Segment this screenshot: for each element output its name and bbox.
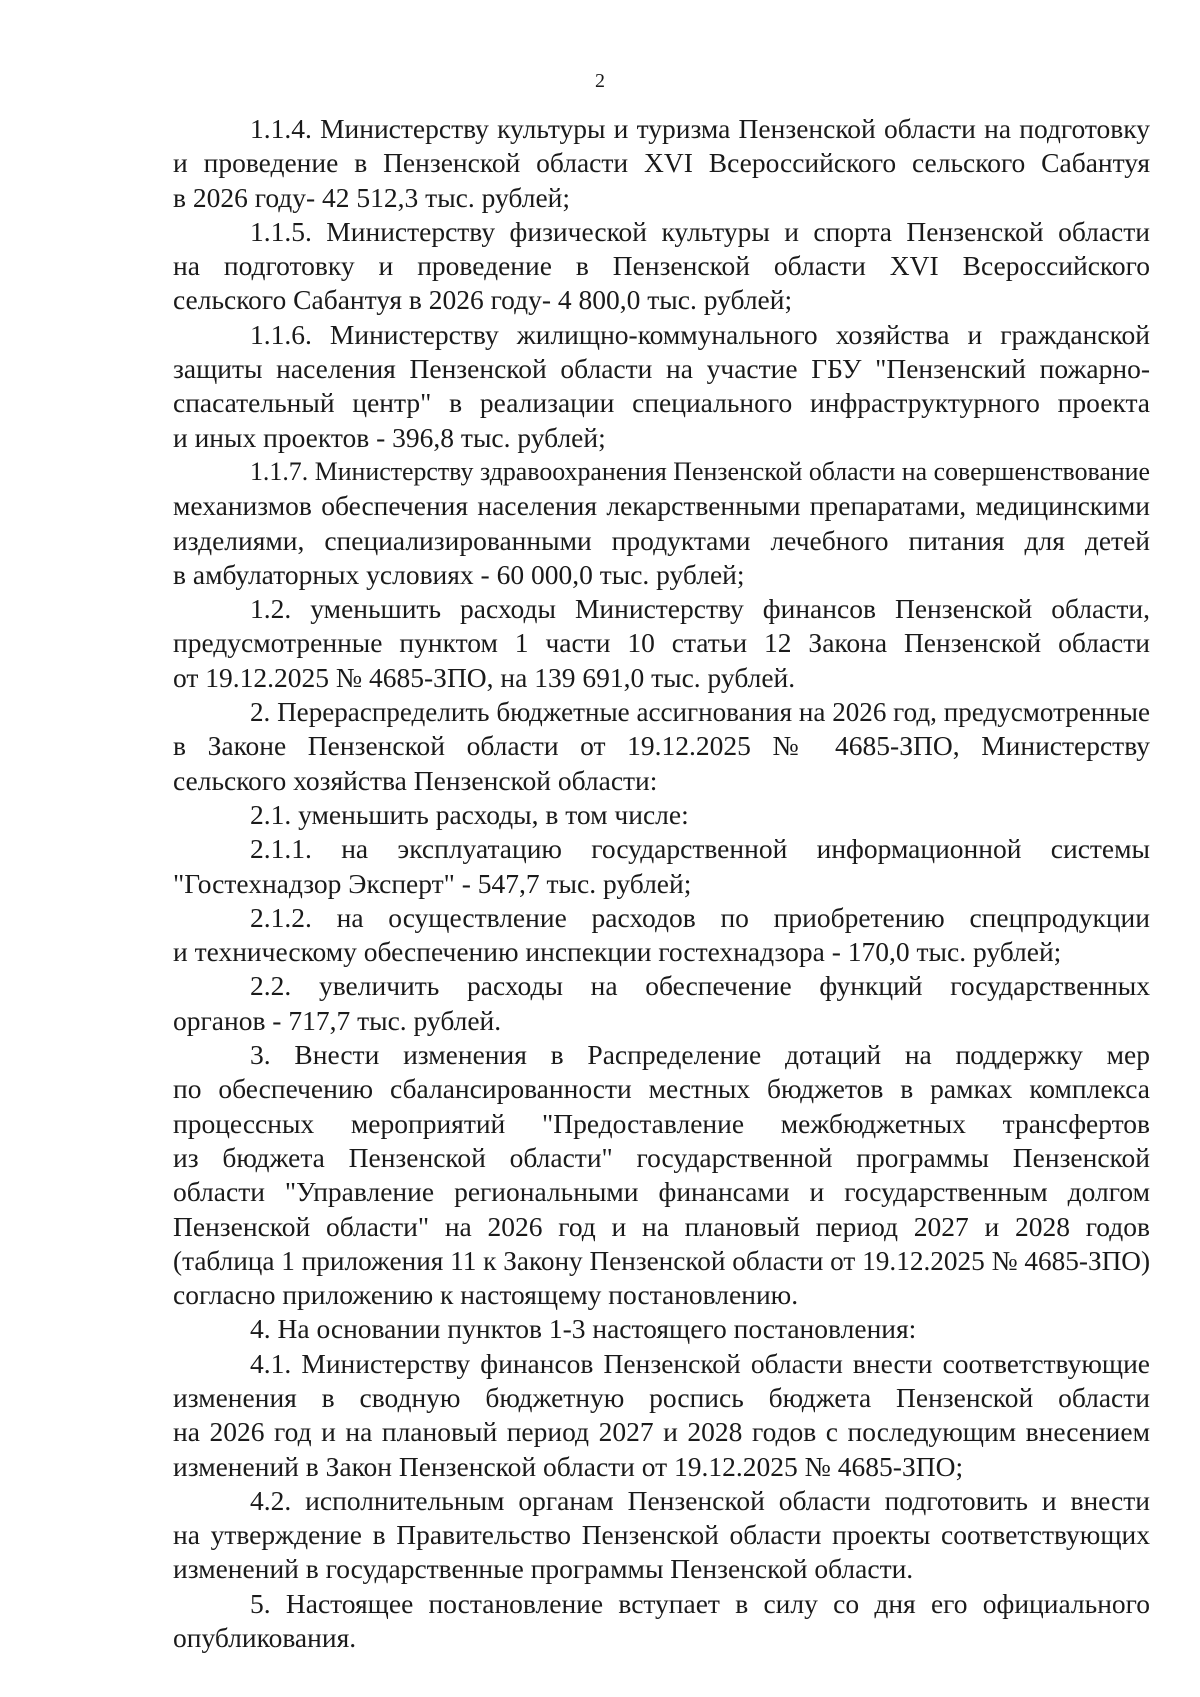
paragraph-line: (таблица 1 приложения 11 к Закону Пензенской области от 19.12.2025 № 4685-ЗПО) <box>173 1245 1151 1276</box>
paragraph-line: и иных проектов - 396,8 тыс. рублей; <box>173 421 606 453</box>
paragraph-line: органов - 717,7 тыс. рублей. <box>173 1004 502 1036</box>
paragraph-line: изменений в Закон Пензенской области от 19.12.2025 № 4685-ЗПО; <box>173 1450 964 1482</box>
paragraph-line: предусмотренные пунктом 1 части 10 статьи 12 Закона Пензенской области <box>173 627 1150 659</box>
paragraph-line: 4. На основании пунктов 1-3 настоящего постановления: <box>250 1313 917 1345</box>
paragraph-1-2 <box>173 592 1150 695</box>
paragraph-line: 2.1.1. на эксплуатацию государственной информационной системы <box>250 833 1150 865</box>
paragraph-line: и техническому обеспечению инспекции гостехнадзора - 170,0 тыс. рублей; <box>173 936 1062 968</box>
paragraph-line: 2.1. уменьшить расходы, в том числе: <box>250 798 689 830</box>
paragraph-line: 2. Перераспределить бюджетные ассигнования на 2026 год, предусмотренные <box>250 697 1150 728</box>
page-number: 2 <box>595 70 605 92</box>
paragraph-line: изменения в сводную бюджетную роспись бюджета Пензенской области <box>173 1381 1150 1413</box>
paragraph-line: сельского Сабантуя в 2026 году- 4 800,0 тыс. рублей; <box>173 284 793 316</box>
paragraph-line: на утверждение в Правительство Пензенской области проекты соответствующих <box>173 1519 1150 1551</box>
paragraph-line: 1.1.6. Министерству жилищно-коммунального хозяйства и гражданской <box>250 318 1150 350</box>
paragraph-4-2 <box>173 1484 1150 1587</box>
paragraph-line: на подготовку и проведение в Пензенской области XVI Всероссийского <box>173 250 1150 282</box>
paragraph-3 <box>173 1038 1150 1312</box>
paragraph-line: 1.1.4. Министерству культуры и туризма Пензенской области на подготовку <box>250 113 1150 144</box>
paragraph-2-1 <box>173 798 1150 832</box>
paragraph-line: 4.1. Министерству финансов Пензенской области внести соответствующие <box>250 1347 1150 1379</box>
paragraph-2-1-1 <box>173 832 1150 901</box>
document-body <box>173 112 1150 1655</box>
paragraph-line: области "Управление региональными финансами и государственным долгом <box>173 1176 1150 1208</box>
paragraph-line: "Гостехнадзор Эксперт" - 547,7 тыс. рублей; <box>173 867 692 899</box>
paragraph-5 <box>173 1587 1150 1656</box>
paragraph-line: 1.2. уменьшить расходы Министерству финансов Пензенской области, <box>250 593 1150 625</box>
paragraph-line: согласно приложению к настоящему постановлению. <box>173 1279 799 1311</box>
paragraph-line: в Законе Пензенской области от 19.12.2025 № 4685-ЗПО, Министерству <box>173 730 1150 762</box>
paragraph-1-1-6 <box>173 318 1150 455</box>
paragraph-line: по обеспечению сбалансированности местных бюджетов в рамках комплекса <box>173 1073 1150 1105</box>
paragraph-1-1-4 <box>173 112 1150 215</box>
paragraph-line: от 19.12.2025 № 4685-ЗПО, на 139 691,0 тыс. рублей. <box>173 661 796 693</box>
paragraph-line: Пензенской области" на 2026 год и на плановый период 2027 и 2028 годов <box>173 1210 1150 1242</box>
paragraph-4-1 <box>173 1347 1150 1484</box>
paragraph-line: в 2026 году- 42 512,3 тыс. рублей; <box>173 181 571 213</box>
paragraph-line: и проведение в Пензенской области XVI Всероссийского сельского Сабантуя <box>173 147 1150 179</box>
paragraph-line: 4.2. исполнительным органам Пензенской области подготовить и внести <box>250 1484 1150 1516</box>
paragraph-line: изделиями, специализированными продуктами лечебного питания для детей <box>173 524 1150 556</box>
paragraph-2-2 <box>173 969 1150 1038</box>
paragraph-2-1-2 <box>173 901 1150 970</box>
paragraph-line: процессных мероприятий "Предоставление межбюджетных трансфертов <box>173 1107 1150 1139</box>
paragraph-line: 2.1.2. на осуществление расходов по приобретению спецпродукции <box>250 901 1150 933</box>
paragraph-line: 5. Настоящее постановление вступает в силу со дня его официального <box>250 1587 1150 1619</box>
paragraph-line: защиты населения Пензенской области на участие ГБУ "Пензенский пожарно- <box>173 353 1150 385</box>
paragraph-4 <box>173 1312 1150 1346</box>
paragraph-line: изменений в государственные программы Пензенской области. <box>173 1553 914 1585</box>
paragraph-line: из бюджета Пензенской области" государственной программы Пензенской <box>173 1141 1150 1173</box>
paragraph-line: 1.1.7. Министерству здравоохранения Пензенской области на совершенствование <box>250 456 1150 486</box>
paragraph-line: 1.1.5. Министерству физической культуры и спорта Пензенской области <box>250 215 1150 247</box>
paragraph-line: на 2026 год и на плановый период 2027 и 2028 годов с последующим внесением <box>173 1416 1150 1448</box>
paragraph-1-1-5 <box>173 215 1150 318</box>
paragraph-1-1-7 <box>173 455 1150 592</box>
paragraph-line: сельского хозяйства Пензенской области: <box>173 764 658 796</box>
paragraph-line: опубликования. <box>173 1622 357 1654</box>
paragraph-line: 3. Внести изменения в Распределение дотаций на поддержку мер <box>250 1039 1150 1071</box>
paragraph-line: механизмов обеспечения населения лекарственными препаратами, медицинскими <box>173 490 1150 522</box>
paragraph-line: 2.2. увеличить расходы на обеспечение функций государственных <box>250 970 1150 1002</box>
paragraph-2 <box>173 695 1150 798</box>
paragraph-line: в амбулаторных условиях - 60 000,0 тыс. рублей; <box>173 558 745 590</box>
paragraph-line: спасательный центр" в реализации специального инфраструктурного проекта <box>173 387 1150 419</box>
